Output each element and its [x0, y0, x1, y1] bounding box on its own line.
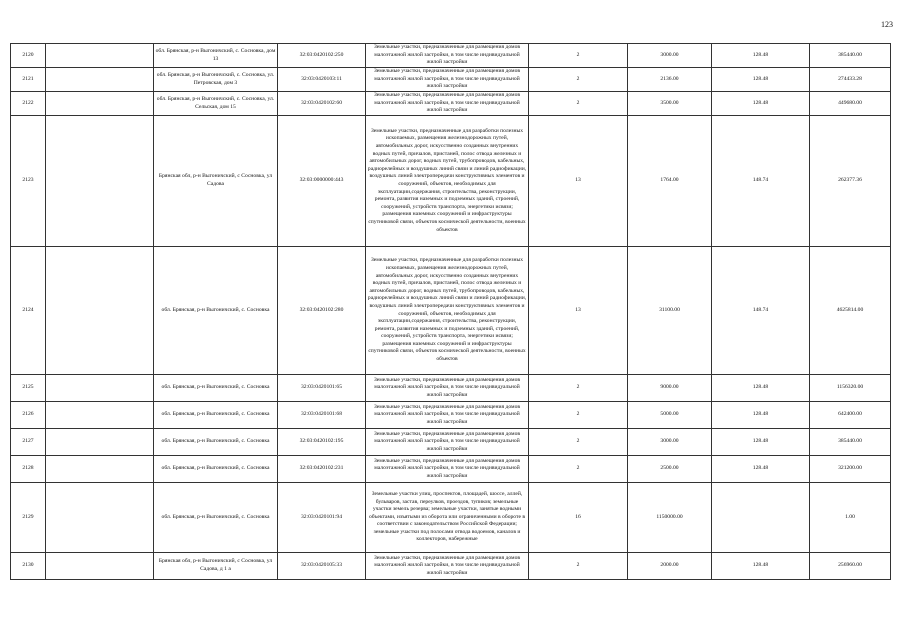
address-cell: обл. Брянская, р-н Выгоничский, с. Сосновка [154, 247, 278, 375]
rate-cell: 128.48 [712, 92, 810, 116]
gap-cell [46, 116, 154, 247]
address-cell: обл. Брянская, р-н Выгоничский, с. Сосновка [154, 402, 278, 429]
group-cell: 13 [529, 247, 628, 375]
address-cell: обл. Брянская, р-н Выгоничский, с. Сосновка [154, 375, 278, 402]
cadastral-number-cell: 32:03:0420102:195 [278, 429, 366, 456]
rate-cell: 128.48 [712, 402, 810, 429]
rate-cell: 128.48 [712, 456, 810, 483]
row-number: 2127 [11, 429, 46, 456]
land-use-cell: Земельные участки, предназначенные для размещения домов малоэтажной жилой застройки, в том числе индивидуальной жилой застройки [366, 44, 529, 68]
cadastral-number-cell: 32:03:0420101:68 [278, 402, 366, 429]
table-row [11, 116, 891, 247]
table-row [11, 247, 891, 375]
land-use-cell: Земельные участки, предназначенные для размещения домов малоэтажной жилой застройки, в том числе индивидуальной жилой застройки [366, 429, 529, 456]
rate-cell: 128.48 [712, 44, 810, 68]
gap-cell [46, 68, 154, 92]
gap-cell [46, 247, 154, 375]
land-use-cell: Земельные участки, предназначенные для разработки полезных ископаемых, размещения железнодорожных путей, автомобильных дорог, искусственно созданных внутренних водных путей, причалов, пристаней, полос отвода железных и автомобильных дорог, водных путей, трубопроводов, кабельных, радиорелейных и воздушных линий связи и линий радиофикации, воздушных линий электропередачи конструктивных элементов и сооружений, объектов, необходимых для эксплуатации,содержания, строительства, реконструкции, ремонта, развития наземных и подземных зданий, строений, сооружений, устройств транспорта, энергетики иcвязи; размещения наземных сооружений и инфраструктуры спутниковой связи, объектов космической деятельности, военных объектов [366, 247, 529, 375]
cadastral-number-cell: 32:03:0420103:11 [278, 68, 366, 92]
gap-cell [46, 44, 154, 68]
area-cell: 1764.00 [628, 116, 712, 247]
rate-cell [712, 483, 810, 553]
value-cell: 274433.28 [810, 68, 891, 92]
group-cell: 16 [529, 483, 628, 553]
row-number: 2128 [11, 456, 46, 483]
table-row [11, 92, 891, 116]
land-use-cell: Земельные участки улиц, проспектов, площадей, шоссе, аллей, бульваров, застав, переулков, проездов, тупиков; земельные участки земель резерва; земельные участки, занятые водными объектами, изъятыми из оборота или ограниченными в обороте в соответствии с законодательством Российской Федерации; земельные участки под полосами отвода водоемов, каналов и коллекторов, набережные [366, 483, 529, 553]
rate-cell: 128.48 [712, 375, 810, 402]
table-row [11, 375, 891, 402]
group-cell: 13 [529, 116, 628, 247]
gap-cell [46, 456, 154, 483]
cadastral-number-cell: 32:03:0420101:94 [278, 483, 366, 553]
value-cell: 1.00 [810, 483, 891, 553]
land-use-cell: Земельные участки, предназначенные для разработки полезных ископаемых, размещения железнодорожных путей, автомобильных дорог, искусственно созданных внутренних водных путей, причалов, пристаней, полос отвода железных и автомобильных дорог, водных путей, трубопроводов, кабельных, радиорелейных и воздушных линий связи и линий радиофикации, воздушных линий электропередачи конструктивных элементов и сооружений, объектов, необходимых для эксплуатации,содержания, строительства, реконструкции, ремонта, развития наземных и подземных зданий, строений, сооружений, устройств транспорта, энергетики иcвязи; размещения наземных сооружений и инфраструктуры спутниковой связи, объектов космической деятельности, военных объектов [366, 116, 529, 247]
table-row [11, 429, 891, 456]
row-number: 2125 [11, 375, 46, 402]
address-cell: обл. Брянская, р-н Выгоничский, с. Сосновка [154, 483, 278, 553]
address-cell: обл. Брянская, р-н Выгоничский, с. Сосновка, ул. Сельская, дом 15 [154, 92, 278, 116]
table-row [11, 44, 891, 68]
address-cell: обл. Брянская, р-н Выгоничский, с. Сосновка, дом 13 [154, 44, 278, 68]
address-cell: обл. Брянская, р-н Выгоничский, с. Сосновка [154, 456, 278, 483]
rate-cell: 148.74 [712, 247, 810, 375]
row-number: 2122 [11, 92, 46, 116]
area-cell: 2500.00 [628, 456, 712, 483]
table-row [11, 402, 891, 429]
row-number: 2121 [11, 68, 46, 92]
value-cell: 4625814.00 [810, 247, 891, 375]
cadastral-number-cell: 32:03:0420101:65 [278, 375, 366, 402]
gap-cell [46, 92, 154, 116]
area-cell: 9000.00 [628, 375, 712, 402]
gap-cell [46, 483, 154, 553]
row-number: 2123 [11, 116, 46, 247]
value-cell: 449680.00 [810, 92, 891, 116]
table-row [11, 483, 891, 553]
rate-cell: 128.48 [712, 68, 810, 92]
table-row [11, 553, 891, 580]
land-use-cell: Земельные участки, предназначенные для размещения домов малоэтажной жилой застройки, в том числе индивидуальной жилой застройки [366, 375, 529, 402]
land-use-cell: Земельные участки, предназначенные для размещения домов малоэтажной жилой застройки, в том числе индивидуальной жилой застройки [366, 456, 529, 483]
value-cell: 1156320.00 [810, 375, 891, 402]
address-cell: обл. Брянская, р-н Выгоничский, с. Сосновка [154, 429, 278, 456]
row-number: 2120 [11, 44, 46, 68]
gap-cell [46, 375, 154, 402]
gap-cell [46, 402, 154, 429]
land-use-cell: Земельные участки, предназначенные для размещения домов малоэтажной жилой застройки, в том числе индивидуальной жилой застройки [366, 553, 529, 580]
land-use-cell: Земельные участки, предназначенные для размещения домов малоэтажной жилой застройки, в том числе индивидуальной жилой застройки [366, 402, 529, 429]
row-number: 2129 [11, 483, 46, 553]
group-cell: 2 [529, 92, 628, 116]
area-cell: 3500.00 [628, 92, 712, 116]
rate-cell: 128.48 [712, 429, 810, 456]
group-cell: 2 [529, 553, 628, 580]
address-cell: Брянская обл, р-н Выгоничский, с Сосновка, ул Садова, д 1 а [154, 553, 278, 580]
row-number: 2124 [11, 247, 46, 375]
area-cell: 3000.00 [628, 429, 712, 456]
group-cell: 2 [529, 402, 628, 429]
table-row [11, 456, 891, 483]
address-cell: обл. Брянская, р-н Выгоничский, с. Сосновка, ул. Петровская, дом 3 [154, 68, 278, 92]
value-cell: 262377.36 [810, 116, 891, 247]
cadastral-value-table [10, 43, 891, 580]
value-cell: 385440.00 [810, 429, 891, 456]
group-cell: 2 [529, 68, 628, 92]
gap-cell [46, 553, 154, 580]
area-cell: 2000.00 [628, 553, 712, 580]
table-row [11, 68, 891, 92]
area-cell: 2136.00 [628, 68, 712, 92]
group-cell: 2 [529, 375, 628, 402]
area-cell: 31100.00 [628, 247, 712, 375]
rate-cell: 128.48 [712, 553, 810, 580]
cadastral-number-cell: 32:03:0420102:250 [278, 44, 366, 68]
group-cell: 2 [529, 456, 628, 483]
cadastral-number-cell: 32:03:0420105:33 [278, 553, 366, 580]
group-cell: 2 [529, 429, 628, 456]
row-number: 2130 [11, 553, 46, 580]
area-cell: 1150000.00 [628, 483, 712, 553]
land-use-cell: Земельные участки, предназначенные для размещения домов малоэтажной жилой застройки, в том числе индивидуальной жилой застройки [366, 92, 529, 116]
page-number: 123 [881, 20, 893, 29]
value-cell: 642400.00 [810, 402, 891, 429]
rate-cell: 148.74 [712, 116, 810, 247]
table-body [11, 44, 891, 580]
cadastral-number-cell: 32:03:0420102:231 [278, 456, 366, 483]
group-cell: 2 [529, 44, 628, 68]
value-cell: 385440.00 [810, 44, 891, 68]
land-use-cell: Земельные участки, предназначенные для размещения домов малоэтажной жилой застройки, в том числе индивидуальной жилой застройки [366, 68, 529, 92]
area-cell: 5000.00 [628, 402, 712, 429]
row-number: 2126 [11, 402, 46, 429]
value-cell: 321200.00 [810, 456, 891, 483]
address-cell: Брянская обл, р-н Выгоничский, с Сосновка, ул Садова [154, 116, 278, 247]
area-cell: 3000.00 [628, 44, 712, 68]
cadastral-number-cell: 32:03:0420102:60 [278, 92, 366, 116]
cadastral-number-cell: 32:03:0420102:280 [278, 247, 366, 375]
cadastral-number-cell: 32:03:0000000:443 [278, 116, 366, 247]
gap-cell [46, 429, 154, 456]
value-cell: 256960.00 [810, 553, 891, 580]
